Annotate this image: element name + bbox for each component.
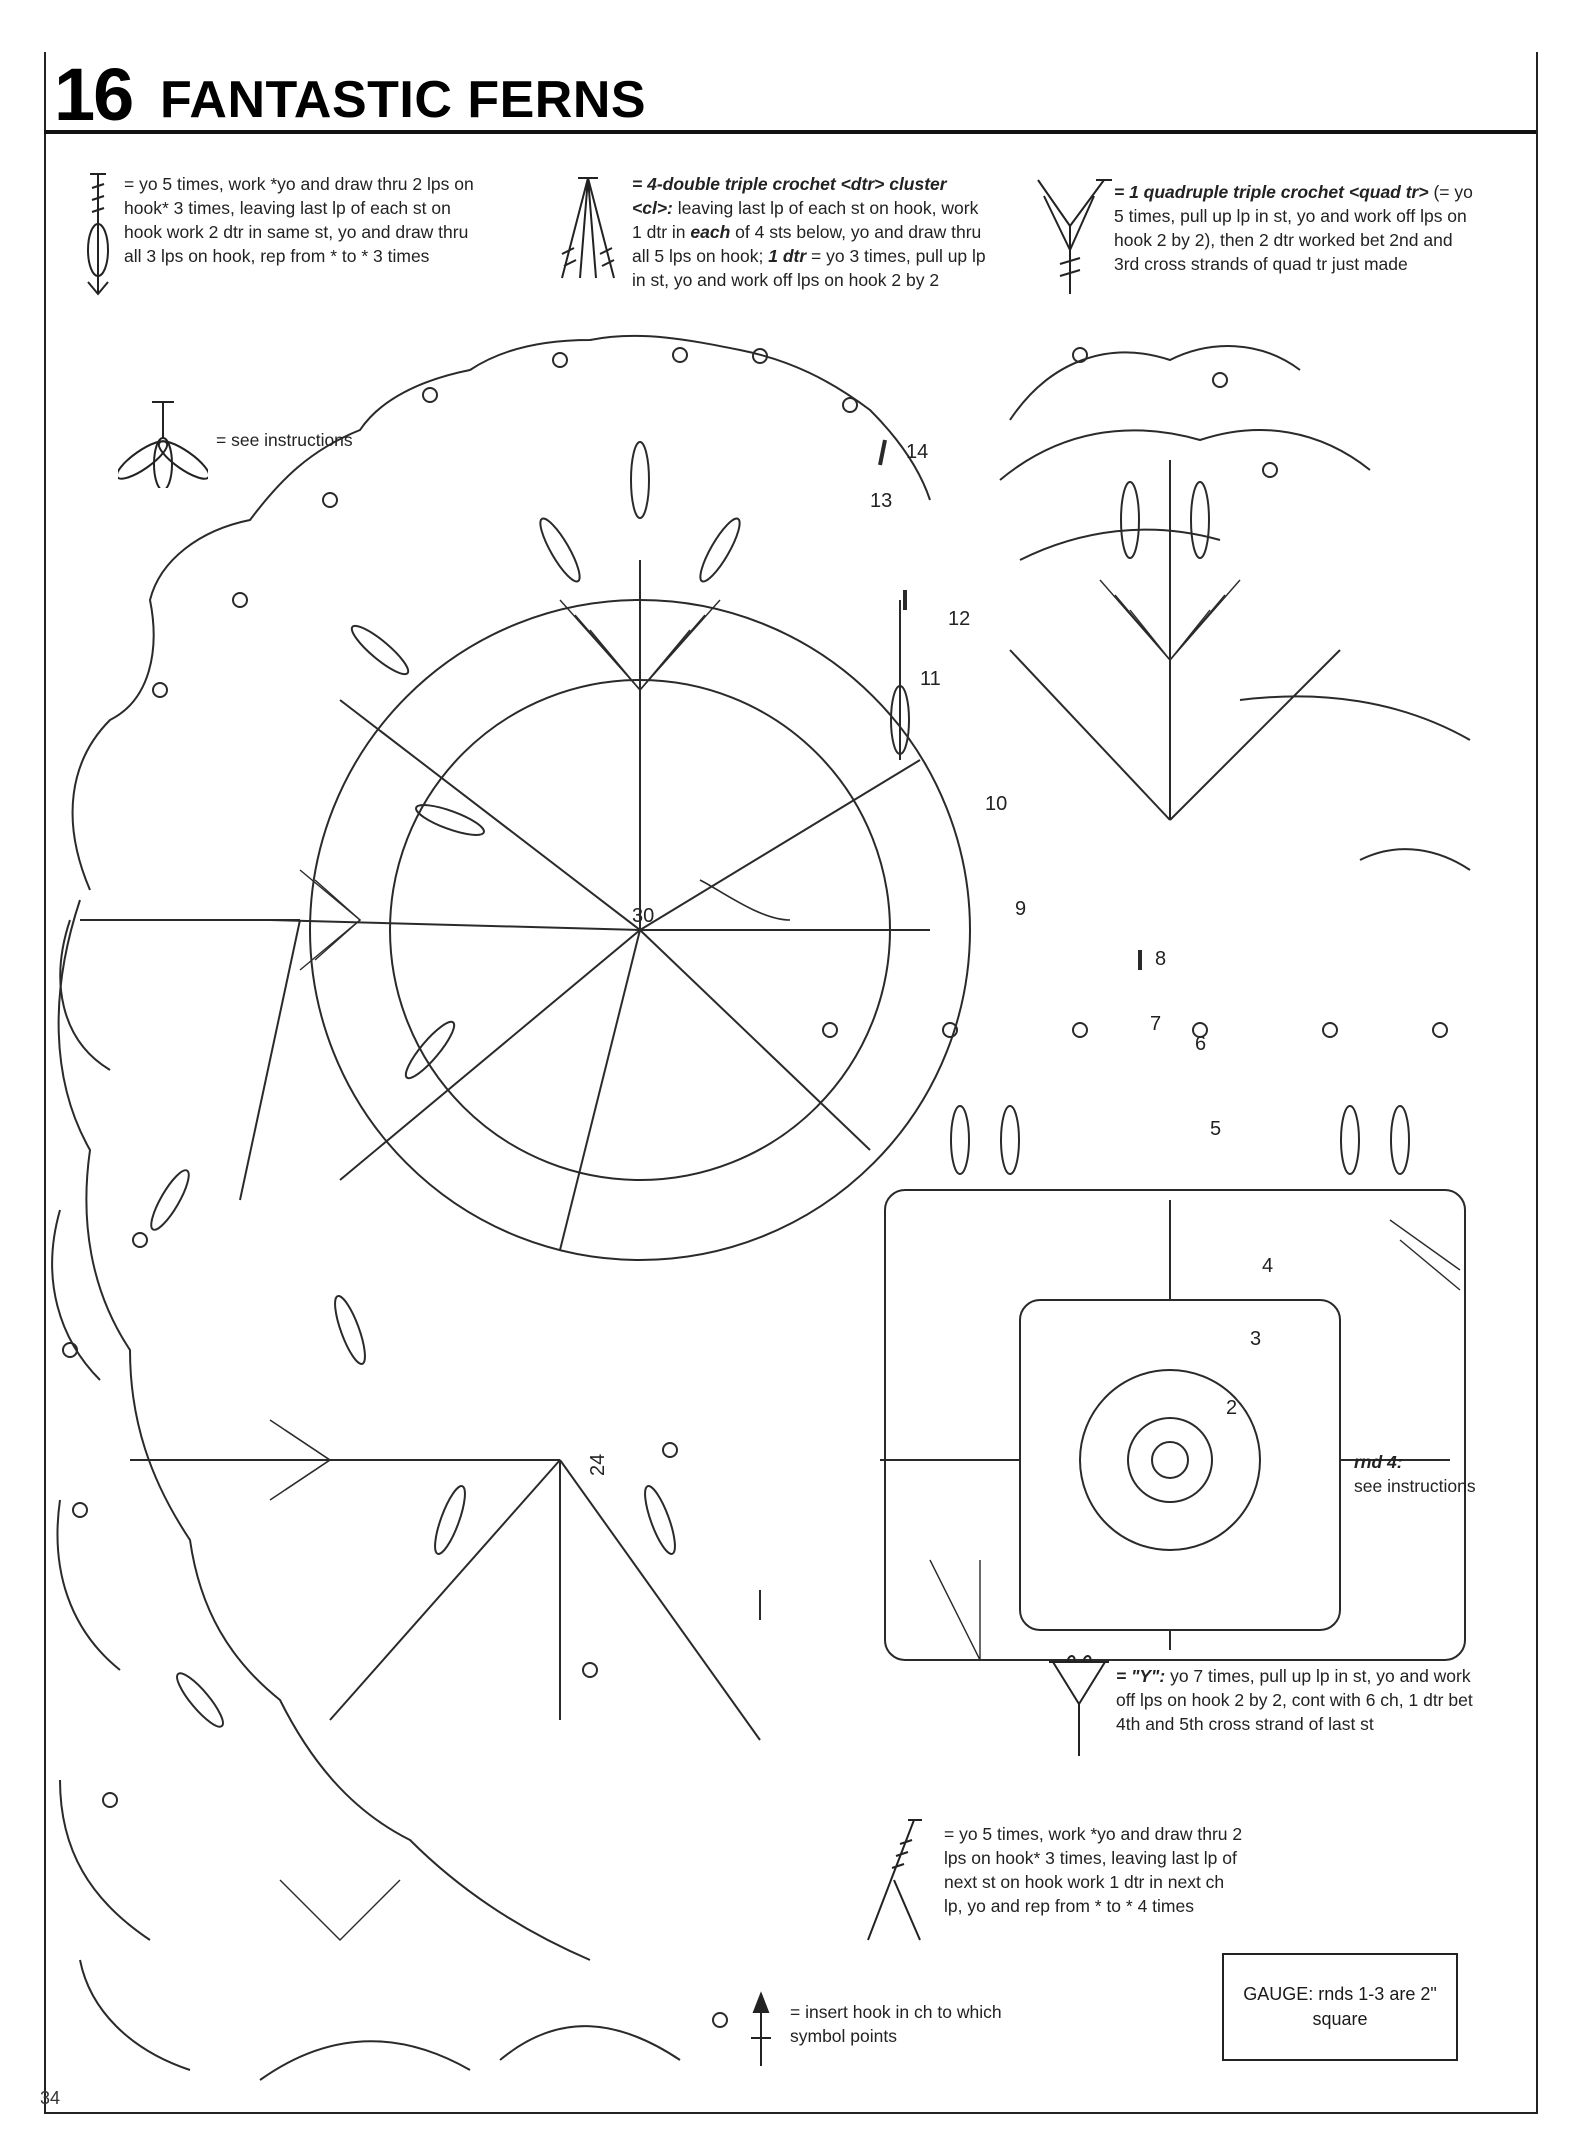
lambda-symbol-icon [862,1816,932,1946]
legend-leaf-text: = see instructions [216,430,353,450]
round-label: 14 [906,441,929,463]
legend-rnd4-text: see instructions [1354,1476,1476,1496]
round-label: 6 [1195,1033,1207,1055]
legend-dtr-cluster-title: = 4-double triple crochet <dtr> cluster <cl>: [632,174,947,218]
gauge-text: GAUGE: rnds 1-3 are 2" square [1243,1984,1437,2029]
cluster5-symbol-icon [78,170,118,298]
fan-spokes [80,460,1450,1740]
legend-y-stitch-title: = "Y": [1116,1666,1166,1686]
legend-dtr-cluster-text2: of 4 sts below, yo and draw thru all 5 lps on hook; [632,222,982,266]
legend-lambda-text: = yo 5 times, work *yo and draw thru 2 lps on hook* 3 times, leaving last lp of next st on hook work 1 dtr in next ch lp, yo and rep from * to * 4 times [944,1824,1243,1916]
round-label: 3 [1250,1328,1262,1350]
round-label: 12 [948,608,971,630]
round-label: 8 [1155,948,1167,970]
legend-dtr-def-text: = yo 3 times, pull up lp in st, yo and work off lps on hook 2 by 2 [632,246,986,290]
page-title: FANTASTIC FERNS [160,71,647,129]
legend-y-stitch [1116,1664,1476,1736]
insert-arrow-icon [746,1990,776,2070]
y-stitch-symbol-icon [1045,1652,1115,1762]
round-label: 13 [870,490,893,512]
fern-leaves [145,442,1409,1732]
pattern-number: 16 [54,53,133,136]
round-label: 24 [587,1453,609,1476]
round-label: 10 [985,793,1008,815]
legend-quad-tr-text: (= yo 5 times, pull up lp in st, yo and work off lps on hook 2 by 2), then 2 dtr worked bet 2nd and 3rd cross strands of quad tr just made [1114,182,1473,274]
page-number: 34 [40,2088,61,2108]
legend-rnd4-label: rnd 4: [1354,1452,1403,1472]
legend-dtr-cluster [632,172,990,292]
round-label: 2 [1226,1397,1238,1419]
picot-loops [63,348,1447,2027]
legend-dtr-def-title: 1 dtr [768,246,807,266]
dtr-cluster-symbol-icon [556,174,622,284]
round-label: 9 [1015,898,1027,920]
legend-y-stitch-text: yo 7 times, pull up lp in st, yo and work off lps on hook 2 by 2, cont with 6 ch, 1 dtr bet 4th and 5th cross strand of last st [1116,1666,1473,1734]
legend-quad-tr [1114,180,1480,276]
gauge-box [1222,1953,1458,2061]
legend-rnd4 [1354,1450,1484,1498]
round-label: 5 [1210,1118,1222,1140]
round-label: 30 [632,905,655,927]
legend-quad-tr-title: = 1 quadruple triple crochet <quad tr> [1114,182,1429,202]
legend-insert-text: = insert hook in ch to which symbol points [790,2002,1002,2046]
quad-tr-symbol-icon [1030,176,1116,300]
legend-dtr-cluster-text: leaving last lp of each st on hook, work 1 dtr in [632,198,979,242]
round-label: 11 [920,668,941,690]
legend-cluster5-text: = yo 5 times, work *yo and draw thru 2 lps on hook* 3 times, leaving last lp of each st on hook work 2 dtr in same st, yo and draw thru all 3 lps on hook, rep from * to * 3 times [124,174,474,266]
legend-dtr-cluster-each: each [690,222,731,242]
leaf-symbol-icon [118,398,208,488]
round-label: 7 [1150,1013,1162,1035]
round-label: 4 [1262,1255,1274,1277]
